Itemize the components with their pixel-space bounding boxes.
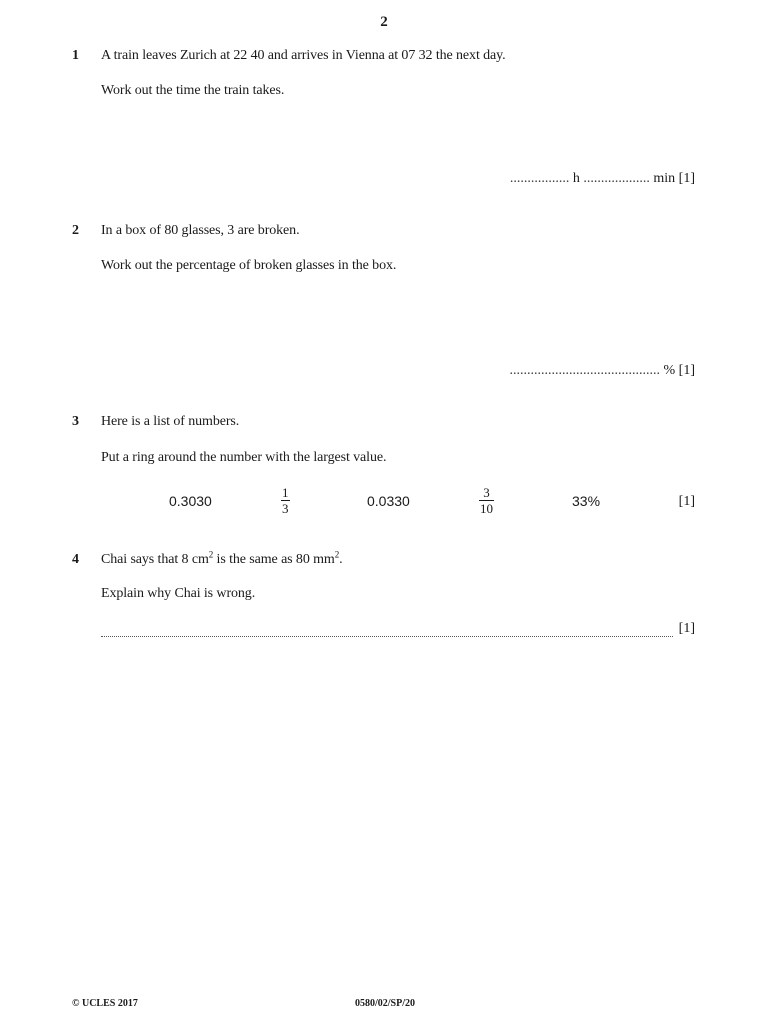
question-2-text: In a box of 80 glasses, 3 are broken. bbox=[101, 223, 300, 238]
option-0-3030[interactable]: 0.3030 bbox=[169, 493, 212, 509]
option-33-percent[interactable]: 33% bbox=[572, 493, 601, 509]
squared-superscript: 2 bbox=[208, 549, 214, 560]
question-1-text: A train leaves Zurich at 22 40 and arrives in Vienna at 07 32 the next day. bbox=[101, 48, 506, 63]
answer-blank-minutes[interactable]: ................... bbox=[583, 171, 650, 186]
question-1-number: 1 bbox=[72, 48, 79, 63]
fraction-numerator: 3 bbox=[483, 485, 490, 500]
footer-copyright: © UCLES 2017 bbox=[72, 998, 138, 1009]
question-4-number: 4 bbox=[72, 552, 79, 567]
answer-blank-hours[interactable]: ................. bbox=[509, 171, 570, 186]
question-3-instruction: Put a ring around the number with the largest value. bbox=[101, 450, 387, 465]
minutes-unit: min bbox=[653, 171, 676, 186]
option-three-tenths[interactable] bbox=[479, 486, 494, 515]
question-4-text-part: is the same as 80 mm bbox=[213, 552, 335, 567]
question-2-answer-line bbox=[510, 363, 696, 379]
question-2-instruction: Work out the percentage of broken glasses in the box. bbox=[101, 258, 397, 273]
fraction-denominator: 3 bbox=[282, 501, 289, 516]
question-3-marks: [1] bbox=[678, 494, 695, 509]
hours-unit: h bbox=[572, 171, 580, 186]
page-number: 2 bbox=[380, 14, 388, 30]
fraction-denominator: 10 bbox=[480, 501, 493, 516]
footer-paper-code: 0580/02/SP/20 bbox=[355, 998, 416, 1009]
fraction-numerator: 1 bbox=[282, 485, 289, 500]
question-1-answer-line bbox=[510, 171, 695, 187]
question-4-text-part: . bbox=[339, 552, 343, 567]
question-3-text: Here is a list of numbers. bbox=[101, 414, 240, 429]
question-1-marks: [1] bbox=[678, 171, 695, 186]
question-2-marks: [1] bbox=[678, 363, 695, 378]
answer-blank-percentage[interactable]: ........................................... bbox=[509, 363, 660, 378]
option-0-0330[interactable]: 0.0330 bbox=[367, 493, 410, 509]
squared-superscript: 2 bbox=[334, 549, 340, 560]
question-4-instruction: Explain why Chai is wrong. bbox=[101, 586, 256, 601]
question-4-text-part: Chai says that 8 cm bbox=[101, 552, 209, 567]
question-4-text bbox=[101, 549, 343, 568]
question-4-marks: [1] bbox=[678, 621, 695, 636]
answer-blank-explanation[interactable] bbox=[101, 622, 673, 637]
percent-unit: % bbox=[663, 363, 676, 378]
question-3-number: 3 bbox=[72, 414, 79, 429]
option-one-third[interactable] bbox=[281, 486, 290, 515]
question-4-answer-line bbox=[101, 621, 695, 637]
question-2-number: 2 bbox=[72, 223, 79, 238]
question-1-instruction: Work out the time the train takes. bbox=[101, 83, 285, 98]
